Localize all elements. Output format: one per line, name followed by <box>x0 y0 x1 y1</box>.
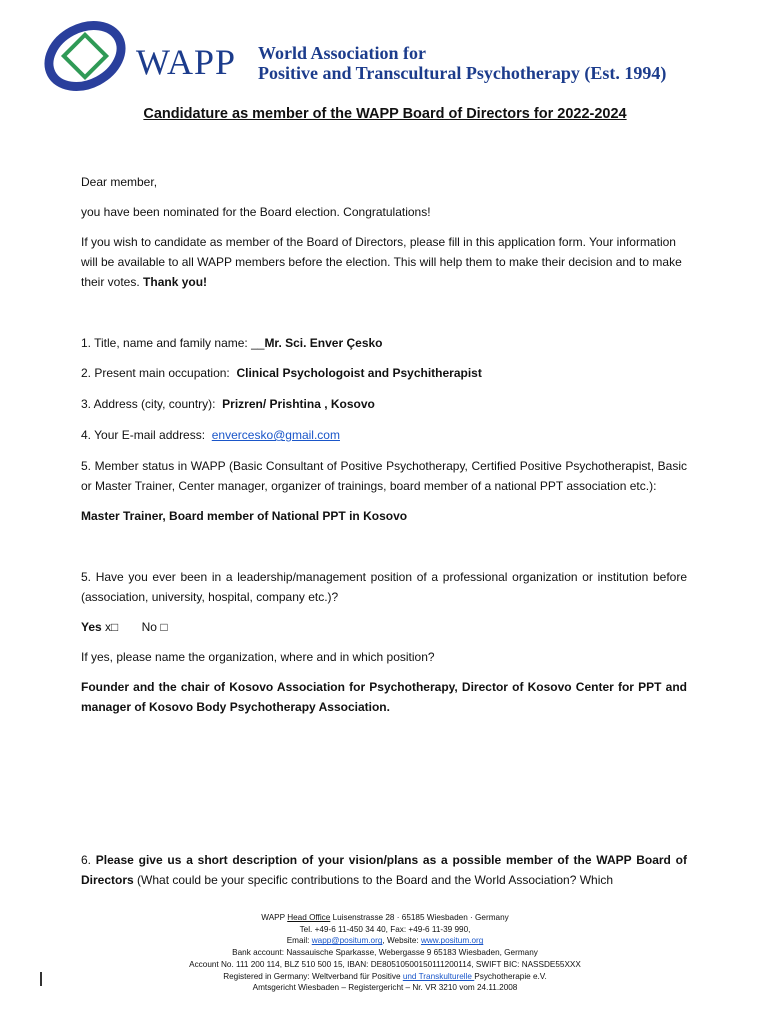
org-name-line1: World Association for <box>258 43 427 63</box>
question-6 <box>81 850 687 890</box>
question-5b-label: 5. Have you ever been in a leadership/management position of a professional organization or institution before (association, university, hospital, company etc.)? <box>81 570 687 604</box>
question-6-rest: (What could be your specific contributions to the Board and the World Association? Which <box>137 873 614 887</box>
question-5-answer <box>81 506 687 526</box>
footer-registered <box>0 971 770 983</box>
leadership-answer <box>81 677 687 717</box>
brand-name: WAPP <box>136 42 237 82</box>
instructions-paragraph <box>81 232 687 292</box>
text-cursor-marker <box>40 972 42 986</box>
followup-question: If yes, please name the organization, where and in which position? <box>81 650 435 664</box>
greeting: Dear member, <box>81 175 158 189</box>
footer-bank: Bank account: Nassauische Sparkasse, Webergasse 9 65183 Wiesbaden, Germany <box>232 948 538 958</box>
footer-registered-b: Psychotherapie e.V. <box>474 971 547 981</box>
question-3-answer: Prizren/ Prishtina , Kosovo <box>222 397 375 411</box>
email-link[interactable]: envercesko@gmail.com <box>211 428 340 442</box>
footer-office <box>0 912 770 924</box>
nomination-text: you have been nominated for the Board election. Congratulations! <box>81 205 431 219</box>
footer-email-link[interactable]: wapp@positum.org <box>311 936 383 946</box>
footer-office-label: Head Office <box>287 913 331 922</box>
question-3-label: 3. Address (city, country): <box>81 397 216 411</box>
footer-office-address: Luisenstrasse 28 · 65185 Wiesbaden · Germany <box>330 913 509 922</box>
footer-phone: Tel. +49-6 11-450 34 40, Fax: +49-6 11-39 990, <box>299 924 471 934</box>
question-6-bold: Please give us a short description of your vision/plans as a possible member of the WAPP Board of Directors <box>81 853 687 887</box>
question-2-label: 2. Present main occupation: <box>81 366 230 380</box>
leadership-answer-text: Founder and the chair of Kosovo Association for Psychotherapy, Director of Kosovo Center for PPT and manager of Kosovo Body Psychotherapy Association. <box>81 680 687 714</box>
footer-website-link[interactable]: www.positum.org <box>420 936 484 946</box>
footer-website-label: , Website: <box>382 936 419 946</box>
question-2-answer: Clinical Psychologoist and Psychitherapist <box>236 366 482 380</box>
question-1-answer: Mr. Sci. Enver Çesko <box>264 336 383 350</box>
no-checkbox[interactable]: No □ <box>141 620 168 634</box>
wapp-logo <box>44 20 126 92</box>
form-body <box>81 172 687 890</box>
document-title: Candidature as member of the WAPP Board of Directors for 2022-2024 <box>143 106 627 122</box>
org-name-line2: Positive and Transcultural Psychotherapy (Est. 1994) <box>258 63 667 83</box>
yes-checkbox[interactable]: x□ <box>105 620 119 634</box>
question-6-number: 6. <box>81 853 92 867</box>
footer-contact <box>0 935 770 947</box>
footer-email-label: Email: <box>286 936 310 946</box>
yes-no-choice <box>81 617 687 637</box>
question-4-label: 4. Your E-mail address: <box>81 428 206 442</box>
thank-you: Thank you! <box>143 275 208 289</box>
question-1-label: 1. Title, name and family name: __ <box>81 336 265 350</box>
question-5-label: 5. Member status in WAPP (Basic Consultant of Positive Psychotherapy, Certified Positive Psychotherapist, Basic or Master Trainer, Center manager, organizer of trainings, board member of a national PPT association etc.): <box>81 459 687 493</box>
footer-registered-a: Registered in Germany: Weltverband für Positive <box>223 971 403 981</box>
question-1 <box>81 333 687 353</box>
question-2 <box>81 363 687 383</box>
instructions-text: If you wish to candidate as member of the Board of Directors, please fill in this application form. Your information will be available to all WAPP members before the election. This will help them to make their decision and to make their votes. <box>81 235 682 289</box>
footer-account: Account No. 111 200 114, BLZ 510 500 15, IBAN: DE80510500150111200114, SWIFT BIC: NASSDE55XXX <box>189 959 581 969</box>
yes-label: Yes <box>81 620 102 634</box>
question-5-answer-text: Master Trainer, Board member of National PPT in Kosovo <box>81 509 408 523</box>
letterhead-footer <box>0 912 770 994</box>
question-4 <box>81 425 687 445</box>
footer-office-prefix: WAPP <box>261 913 285 922</box>
footer-court: Amtsgericht Wiesbaden – Registergericht – Nr. VR 3210 vom 24.11.2008 <box>252 983 518 993</box>
question-3 <box>81 394 687 414</box>
footer-registered-link[interactable]: und Transkulturelle <box>402 971 475 981</box>
